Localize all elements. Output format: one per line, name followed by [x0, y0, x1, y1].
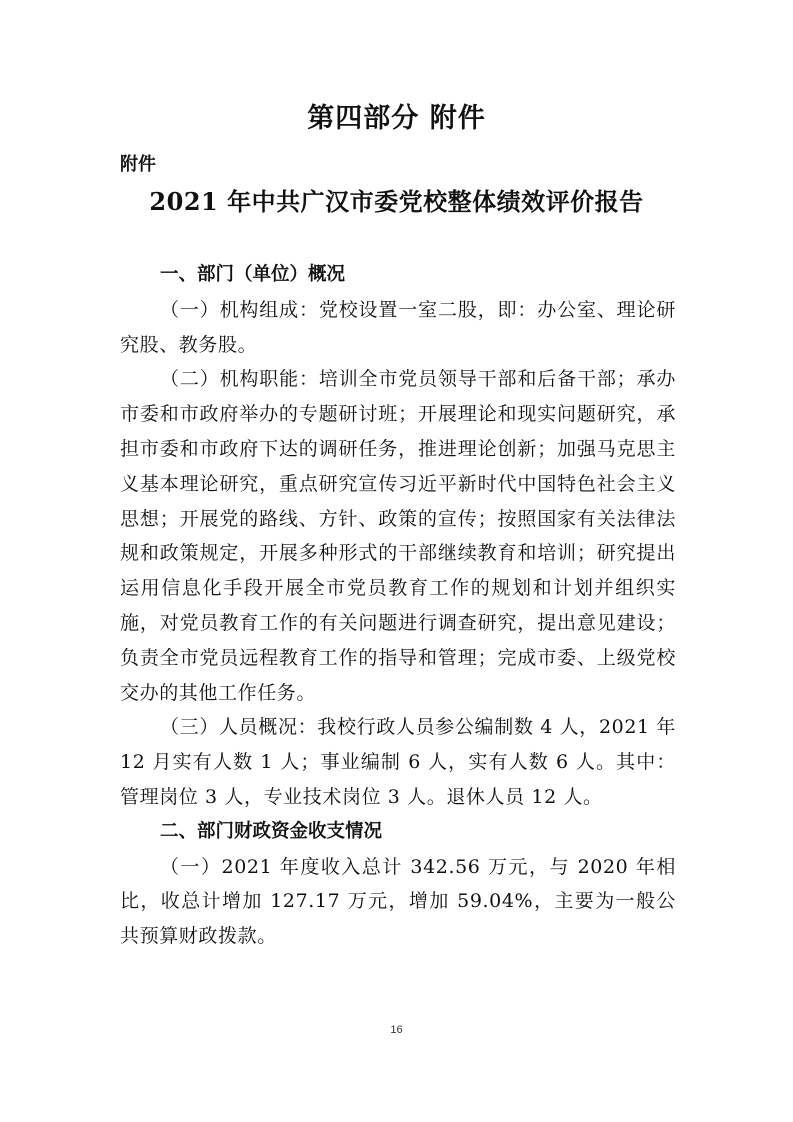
section-heading-finance: 二、部门财政资金收支情况	[160, 820, 383, 842]
document-body	[120, 258, 676, 954]
report-title: 2021 年中共广汉市委党校整体绩效评价报告	[149, 187, 644, 216]
page-number: 16	[390, 1024, 403, 1036]
paragraph-functions: （二）机构职能：培训全市党员领导干部和后备干部；承办市委和市政府举办的专题研讨班；开展理论和现实问题研究，承担市委和市政府下达的调研任务，推进理论创新；加强马克思主义基本理论研究，重点研究宣传习近平新时代中国特色社会主义思想；开展党的路线、方针、政策的宣传；按照国家有关法律法规和政策规定，开展多种形式的干部继续教育和培训；研究提出运用信息化手段开展全市党员教育工作的规划和计划并组织实施，对党员教育工作的有关问题进行调查研究，提出意见建设；负责全市党员远程教育工作的指导和管理；完成市委、上级党校交办的其他工作任务。	[120, 368, 676, 704]
paragraph-income: （一）2021 年度收入总计 342.56 万元，与 2020 年相比，收总计增加 127.17 万元，增加 59.04%，主要为一般公共预算财政拨款。	[120, 855, 676, 948]
paragraph-staffing: （三）人员概况：我校行政人员参公编制数 4 人，2021 年 12 月实有人数 1 人；事业编制 6 人，实有人数 6 人。其中：管理岗位 3 人，专业技术岗位 3 人。退休人员 12 人。	[120, 716, 676, 808]
part-title: 第四部分 附件	[307, 103, 486, 134]
attachment-label: 附件	[120, 154, 156, 175]
paragraph-organization: （一）机构组成：党校设置一室二股，即：办公室、理论研究股、教务股。	[120, 298, 676, 356]
section-heading-overview: 一、部门（单位）概况	[160, 264, 346, 285]
